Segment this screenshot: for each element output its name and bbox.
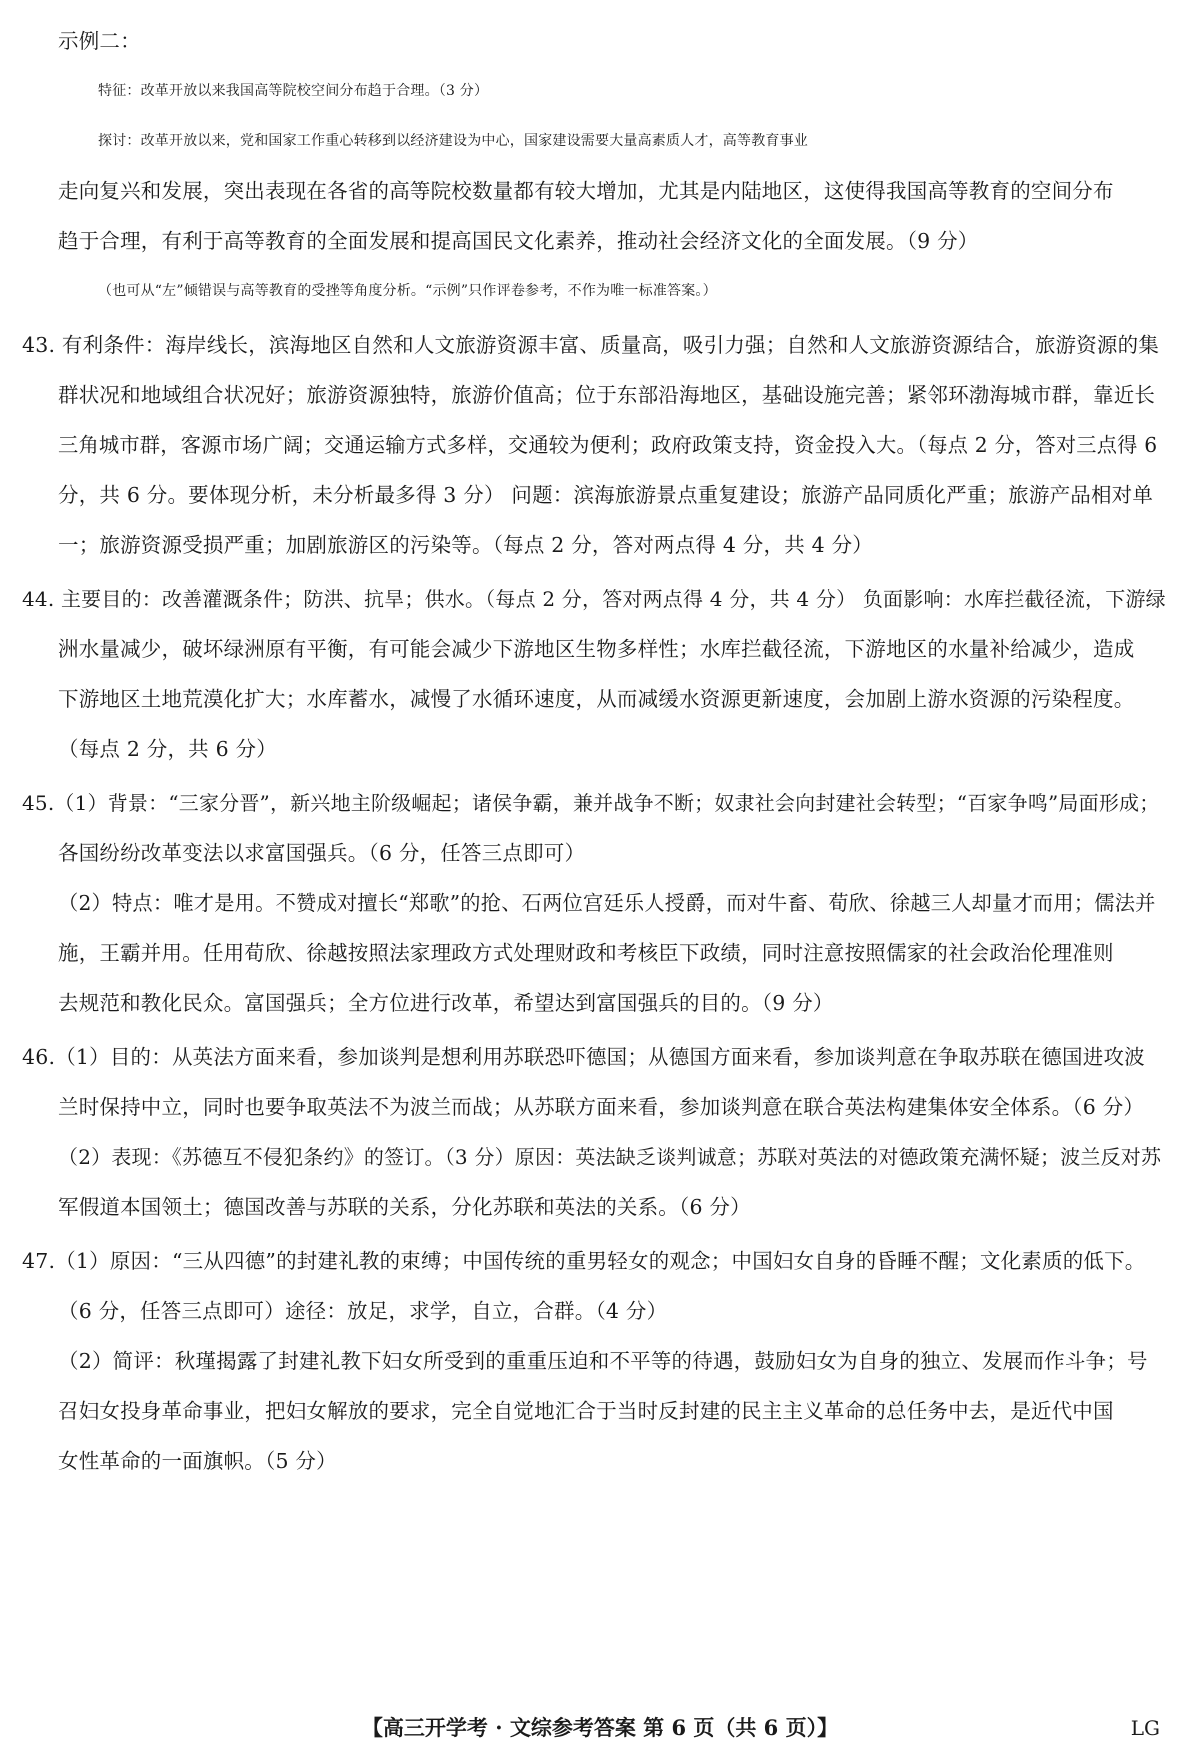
text-line: （2）表现：《苏德互不侵犯条约》的签订。（3 分）原因：英法缺乏谈判诚意；苏联对英法的对德政策充满怀疑；波兰反对苏 [58, 1145, 1162, 1169]
text-line: 军假道本国领土；德国改善与苏联的关系，分化苏联和英法的关系。（6 分） [58, 1195, 751, 1219]
text-line: 44. 主要目的：改善灌溉条件；防洪、抗旱；供水。（每点 2 分，答对两点得 4 分，共 4 分） 负面影响：水库拦截径流，下游绿 [22, 587, 1166, 611]
footer-code: LG [1130, 1716, 1160, 1740]
text-line: （2）特点：唯才是用。不赞成对擅长“郑歌”的抢、石两位宫廷乐人授爵，而对牛畜、荀欣、徐越三人却量才而用；儒法并 [58, 891, 1156, 915]
text-line: 施，王霸并用。任用荀欣、徐越按照法家理政方式处理财政和考核臣下政绩，同时注意按照儒家的社会政治伦理准则 [58, 941, 1114, 965]
text-line: 43. 有利条件：海岸线长，滨海地区自然和人文旅游资源丰富、质量高，吸引力强；自然和人文旅游资源结合，旅游资源的集 [22, 333, 1160, 357]
text-line: （每点 2 分，共 6 分） [58, 737, 277, 761]
text-line: 走向复兴和发展，突出表现在各省的高等院校数量都有较大增加，尤其是内陆地区，这使得我国高等教育的空间分布 [58, 179, 1114, 203]
text-line: 女性革命的一面旗帜。（5 分） [58, 1449, 337, 1473]
text-line: 探讨：改革开放以来，党和国家工作重心转移到以经济建设为中心，国家建设需要大量高素质人才，高等教育事业 [98, 133, 808, 149]
text-line: 群状况和地域组合状况好；旅游资源独特，旅游价值高；位于东部沿海地区，基础设施完善；紧邻环渤海城市群，靠近长 [58, 383, 1156, 407]
text-line: 一；旅游资源受损严重；加剧旅游区的污染等。（每点 2 分，答对两点得 4 分，共 4 分） [58, 533, 873, 557]
text-line: 洲水量减少，破坏绿洲原有平衡，有可能会减少下游地区生物多样性；水库拦截径流，下游地区的水量补给减少，造成 [58, 637, 1135, 661]
text-line: （也可从“左”倾错误与高等教育的受挫等角度分析。“示例”只作评卷参考，不作为唯一标准答案。） [98, 283, 717, 299]
text-line: 趋于合理，有利于高等教育的全面发展和提高国民文化素养，推动社会经济文化的全面发展。（9 分） [58, 229, 979, 253]
text-line: 召妇女投身革命事业，把妇女解放的要求，完全自觉地汇合于当时反封建的民主主义革命的总任务中去，是近代中国 [58, 1399, 1114, 1423]
text-line: 兰时保持中立，同时也要争取英法不为波兰而战；从苏联方面来看，参加谈判意在联合英法构建集体安全体系。（6 分） [58, 1095, 1145, 1119]
text-line: 示例二： [58, 29, 141, 53]
text-line: 47.（1）原因：“三从四德”的封建礼教的束缚；中国传统的重男轻女的观念；中国妇女自身的昏睡不醒；文化素质的低下。 [22, 1249, 1146, 1273]
text-line: 三角城市群，客源市场广阔；交通运输方式多样，交通较为便利；政府政策支持，资金投入大。（每点 2 分，答对三点得 6 [58, 433, 1158, 457]
text-line: （6 分，任答三点即可）途径：放足，求学，自立，合群。（4 分） [58, 1299, 668, 1323]
answer-content [22, 16, 1168, 1486]
text-line: 46.（1）目的：从英法方面来看，参加谈判是想利用苏联恐吓德国；从德国方面来看，参加谈判意在争取苏联在德国进攻波 [22, 1045, 1145, 1069]
text-line: 各国纷纷改革变法以求富国强兵。（6 分，任答三点即可） [58, 841, 586, 865]
footer-title: 【高三开学考 · 文综参考答案 第 6 页（共 6 页）】 [361, 1715, 839, 1740]
text-line: （2）简评：秋瑾揭露了封建礼教下妇女所受到的重重压迫和不平等的待遇，鼓励妇女为自身的独立、发展而作斗争；号 [58, 1349, 1148, 1373]
text-line: 45.（1）背景：“三家分晋”，新兴地主阶级崛起；诸侯争霸，兼并战争不断；奴隶社会向封建社会转型；“百家争鸣”局面形成； [22, 791, 1160, 815]
text-line: 分，共 6 分。要体现分析，未分析最多得 3 分） 问题：滨海旅游景点重复建设；旅游产品同质化严重；旅游产品相对单 [58, 483, 1154, 507]
text-line: 去规范和教化民众。富国强兵；全方位进行改革，希望达到富国强兵的目的。（9 分） [58, 991, 834, 1015]
page-footer [0, 1708, 1200, 1748]
text-line: 下游地区土地荒漠化扩大；水库蓄水，减慢了水循环速度，从而减缓水资源更新速度，会加剧上游水资源的污染程度。 [58, 687, 1135, 711]
text-line: 特征：改革开放以来我国高等院校空间分布趋于合理。（3 分） [98, 83, 489, 99]
